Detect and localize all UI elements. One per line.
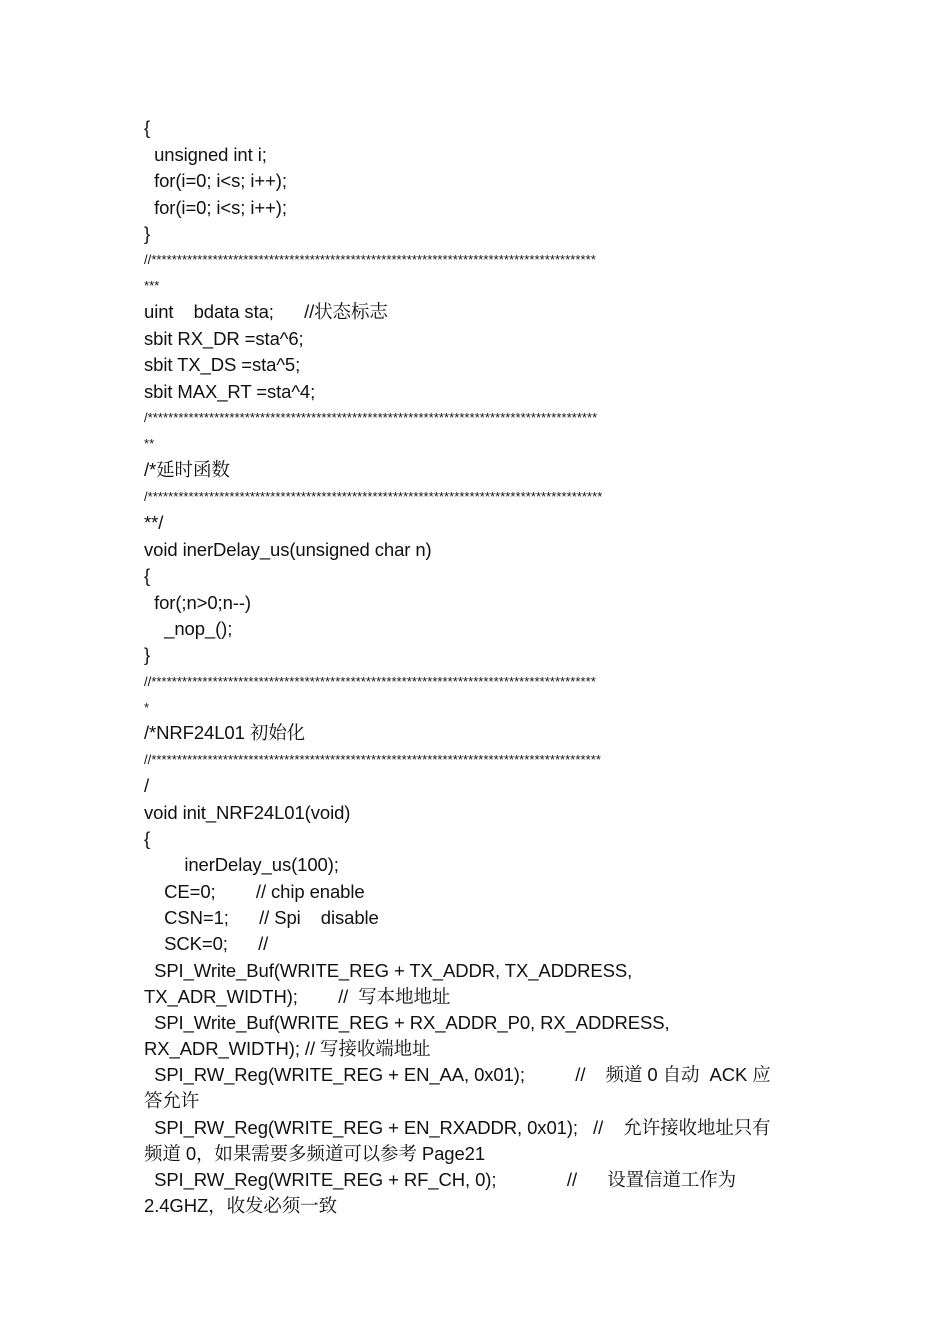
- separator-line: /*****************************************************************************************: [144, 489, 603, 504]
- code-line: inerDelay_us(100);: [144, 854, 339, 875]
- separator-line: /****************************************************************************************: [144, 410, 598, 425]
- code-line: }: [144, 223, 151, 244]
- code-line: {: [144, 565, 151, 586]
- code-line: void inerDelay_us(unsigned char n): [144, 539, 432, 560]
- code-line: SPI_RW_Reg(WRITE_REG + EN_AA, 0x01); // 频道 0 自动 ACK 应: [144, 1064, 771, 1085]
- code-line: **/: [144, 512, 164, 533]
- code-line: sbit MAX_RT =sta^4;: [144, 381, 316, 402]
- separator-line: //****************************************************************************************: [144, 752, 601, 767]
- code-line: /: [144, 775, 150, 796]
- code-line: {: [144, 828, 151, 849]
- code-line: SPI_RW_Reg(WRITE_REG + EN_RXADDR, 0x01); // 允许接收地址只有: [144, 1117, 771, 1138]
- code-line: _nop_();: [144, 618, 233, 639]
- code-line: uint bdata sta; //状态标志: [144, 301, 388, 322]
- code-line: CSN=1; // Spi disable: [144, 907, 379, 928]
- code-line: for(i=0; i<s; i++);: [144, 197, 287, 218]
- code-line: SPI_Write_Buf(WRITE_REG + RX_ADDR_P0, RX_ADDRESS,: [144, 1012, 670, 1033]
- code-line: 2.4GHZ，收发必须一致: [144, 1195, 337, 1216]
- separator-line: //***************************************************************************************: [144, 674, 596, 689]
- code-line: sbit TX_DS =sta^5;: [144, 354, 301, 375]
- code-line: 答允许: [144, 1090, 200, 1111]
- code-line: SCK=0; //: [144, 933, 269, 954]
- code-line: SPI_Write_Buf(WRITE_REG + TX_ADDR, TX_ADDRESS,: [144, 960, 633, 981]
- code-line: }: [144, 644, 151, 665]
- code-line: /*延时函数: [144, 459, 230, 480]
- separator-line: *: [144, 700, 150, 715]
- code-line: RX_ADR_WIDTH); // 写接收端地址: [144, 1038, 431, 1059]
- code-line: /*NRF24L01 初始化: [144, 722, 306, 743]
- code-line: unsigned int i;: [144, 144, 267, 165]
- code-line: CE=0; // chip enable: [144, 881, 365, 902]
- code-line: void init_NRF24L01(void): [144, 802, 351, 823]
- code-line: {: [144, 117, 151, 138]
- separator-line: //***************************************************************************************: [144, 252, 596, 267]
- separator-line: ***: [144, 278, 160, 293]
- code-line: SPI_RW_Reg(WRITE_REG + RF_CH, 0); // 设置信道工作为: [144, 1169, 737, 1190]
- code-line: 频道 0，如果需要多频道可以参考 Page21: [144, 1143, 486, 1164]
- separator-line: **: [144, 436, 155, 451]
- code-line: for(;n>0;n--): [144, 592, 251, 613]
- code-line: TX_ADR_WIDTH); // 写本地地址: [144, 986, 451, 1007]
- code-line: sbit RX_DR =sta^6;: [144, 328, 304, 349]
- code-line: for(i=0; i<s; i++);: [144, 170, 287, 191]
